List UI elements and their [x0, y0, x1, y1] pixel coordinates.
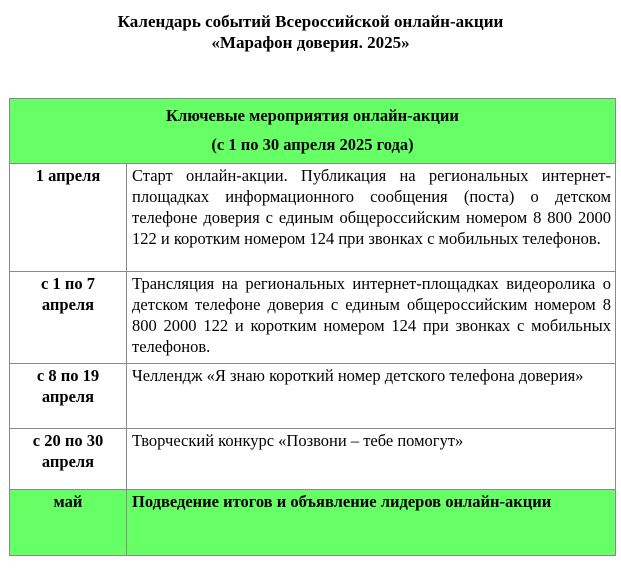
events-table [9, 98, 616, 556]
event-date-cell: с 1 по 7 апреля [10, 272, 127, 364]
event-description-cell: Челлендж «Я знаю короткий номер детского телефона доверия» [127, 364, 616, 429]
document-title-line-1: Календарь событий Всероссийской онлайн-акции [117, 12, 504, 31]
event-description-cell: Подведение итогов и объявление лидеров онлайн-акции [127, 490, 616, 556]
document-title-line-2: «Марафон доверия. 2025» [211, 33, 410, 52]
event-description-cell: Творческий конкурс «Позвони – тебе помогут» [127, 429, 616, 490]
table-header-row [10, 99, 616, 164]
event-description-cell: Старт онлайн-акции. Публикация на региональных интернет-площадках информационного сообщения (поста) о детском телефоне доверия с единым общероссийским номером 8 800 2000 122 и коротким номером 124 при звонках с мобильных телефонов. [127, 164, 616, 272]
table-row [10, 272, 616, 364]
table-row-summary [10, 490, 616, 556]
table-row [10, 364, 616, 429]
table-header-line-2: (с 1 по 30 апреля 2025 года) [211, 135, 414, 154]
event-date-cell: 1 апреля [10, 164, 127, 272]
table-row [10, 164, 616, 272]
document-title [0, 11, 621, 53]
event-date-cell: май [10, 490, 127, 556]
event-date-cell: с 8 по 19 апреля [10, 364, 127, 429]
event-description-cell: Трансляция на региональных интернет-площадках видеоролика о детском телефоне доверия с единым общероссийским номером 8 800 2000 122 и коротким номером 124 при звонках с мобильных телефонов. [127, 272, 616, 364]
event-date-cell: с 20 по 30 апреля [10, 429, 127, 490]
table-row [10, 429, 616, 490]
table-header-cell [10, 99, 616, 164]
table-header-line-1: Ключевые мероприятия онлайн-акции [166, 106, 459, 125]
